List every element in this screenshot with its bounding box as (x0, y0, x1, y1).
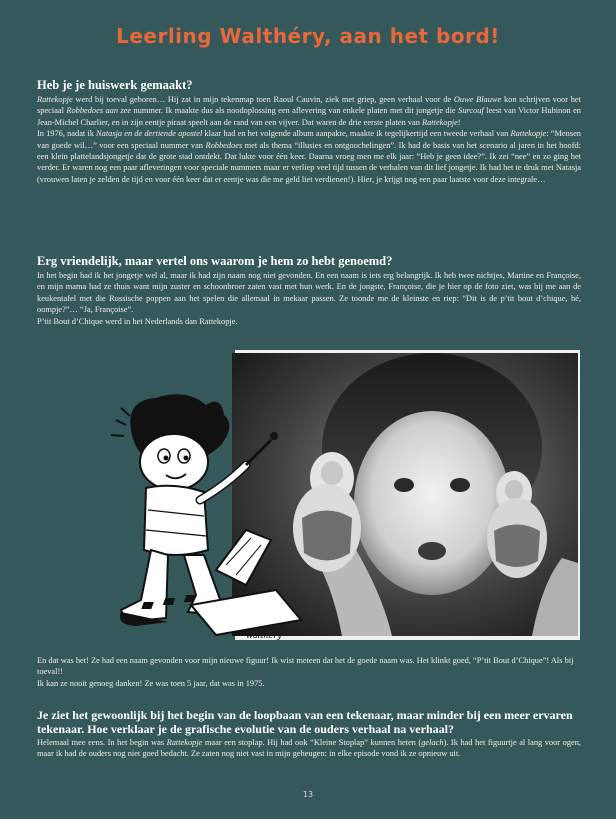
paragraph: En dat was het! Ze had een naam gevonden voor mijn nieuwe figuur! Ik wist meteen dat het de goede naam was. Het klinkt goed, “P’tit Bout d’Chique”! Als bij toeval!! (37, 656, 574, 677)
section-heading: Heb je je huiswerk gemaakt? (37, 78, 193, 92)
cartoon-signature: walthery (246, 631, 282, 640)
section-heading: Erg vriendelijk, maar vertel ons waarom je hem zo hebt genoemd? (37, 254, 393, 268)
section-graphic-evolution (37, 708, 581, 760)
paragraph: Ik kan ze nooit genoeg danken! Ze was toen 5 jaar, dat was in 1975. (37, 678, 265, 688)
paragraph: P’tit Bout d’Chique werd in het Nederlands dan Rattekopje. (37, 316, 238, 326)
section-name-found (37, 655, 581, 689)
paragraph: In 1976, nadat ik Natasja en de dertiende apostel klaar had en het volgende album aanpakte, maakte ik tegelijkertijd een tweede verhaal van Rattekopje: “Mensen van goede wil…” voor een speciaal nummer van Robbedoes met als thema “illusies en ontgoochelingen”. Ik had de basis van het scenario al jaren in het hoofd: een klein plattelandsjongetje dat de grote stad ontdekt. Dat lukte voor één keer. Daarna vroeg men me elk jaar: “Heb je geen idee?”. Ik zei “nee” en zo ging het verder. Er waren nog een paar afleveringen voor speciale nummers maar er verliep veel tijd tussen de verhalen van dit lief jongetje. Ik had het te druk met Natasja (vrouwen laten je zelden de tijd en voor één keer dat er eentje was die me geld liet verdienen!). Hier, je krijgt nog een paar laatste voor deze integrale… (37, 129, 581, 184)
section-name-origin (37, 254, 581, 327)
paragraph: Rattekopje werd bij toeval geboren… Hij zat in mijn tekenmap toen Raoul Cauvin, ziek met griep, geen verhaal voor de Ouwe Blauwe kon schrijven voor het speciaal Robbedoes aan zee nummer. Ik maakte dus als noodoplossing een aflevering van enkele platen met dit jongetje die Surcouf leest van Victor Hubinon en Jean-Michel Charlier, en in zijn eentje piraat speelt aan de rand van een vijver. Dat waren de drie eerste platen van Rattekopje! (37, 95, 581, 127)
page-number: 13 (302, 790, 314, 799)
section-heading: Je ziet het gewoonlijk bij het begin van de loopbaan van een tekenaar, maar minder bij een meer ervaren tekenaar. Hoe verklaar je de grafische evolutie van de ouders verhaal na verhaal? (37, 708, 573, 736)
paragraph: Helemaal mee eens. In het begin was Rattekopje maar een stoplap. Hij had ook “Kleine Stoplap” kunnen heten (gelach). Ik had het figuurtje al lang voor ogen, maar ik had de ouders nog niet goed bedacht. Ze zaten nog niet vast in mijn geheugen: in elke episode vond ik ze opnieuw uit. (37, 738, 581, 759)
page-title: Leerling Walthéry, aan het bord! (116, 24, 500, 48)
paragraph: In het begin had ik het jongetje wel al, maar ik had zijn naam nog niet gevonden. En een naam is iets erg belangrijk. Ik heb twee nichtjes, Martine en Françoise, en mijn mama had ze thuis want mijn zuster en schoonbroer zaten vast met hun werk. En de jongste, Françoise, die je hier op de foto ziet, was bij me aan de keukentafel met die Russische poppen aan het spelen die allemaal in mekaar passen. Ze toonde me de kleinste en riep: “Dit is de p’tit bout d’chique, hé, oompje?”… “Ja, Françoise”. (37, 271, 581, 315)
rattekopje-cartoon-illustration (96, 390, 308, 640)
section-homework (37, 78, 581, 185)
